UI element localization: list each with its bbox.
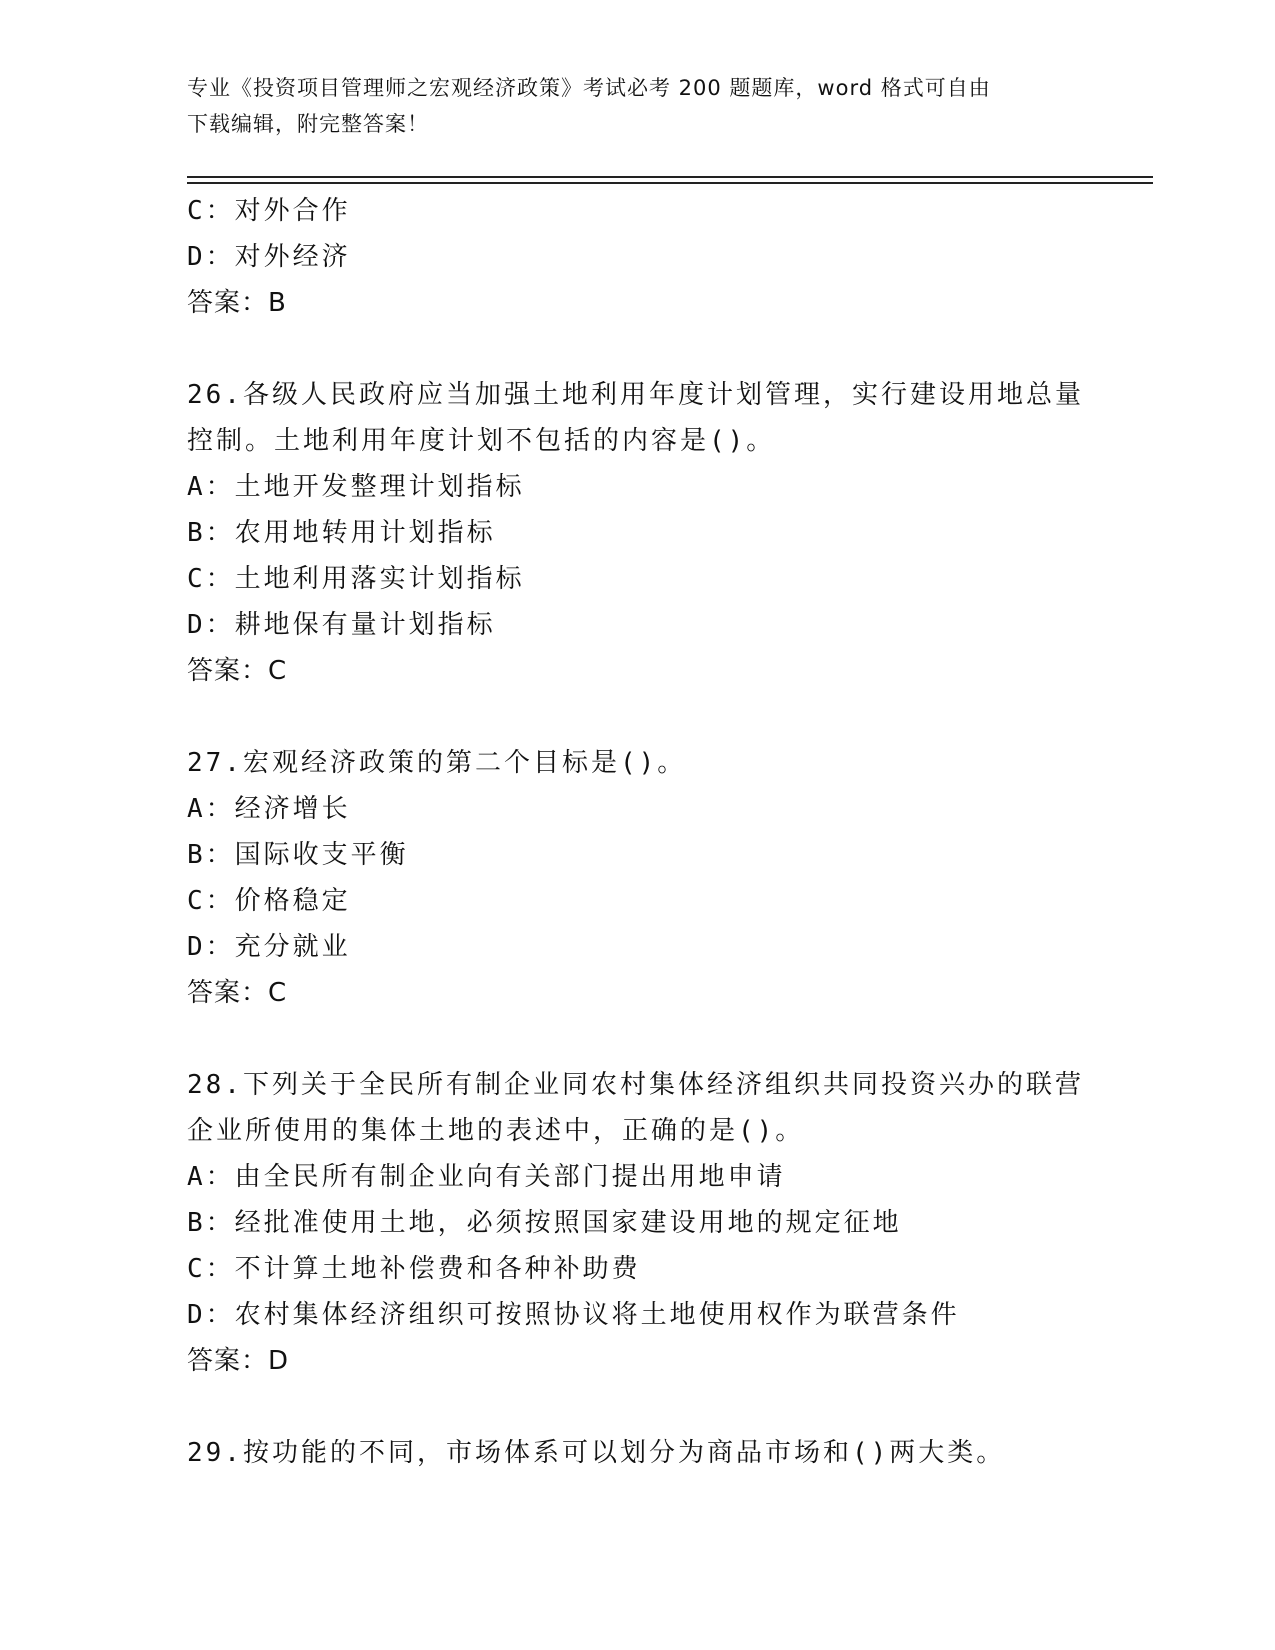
option-c: C：不计算土地补偿费和各种补助费 — [187, 1254, 641, 1284]
question-content — [187, 188, 1107, 1476]
option-d: D：农村集体经济组织可按照协议将土地使用权作为联营条件 — [187, 1300, 960, 1330]
question-27 — [187, 740, 1107, 1016]
answer-line: 答案：C — [187, 656, 288, 686]
spacer — [187, 326, 1107, 372]
answer-line: 答案：B — [187, 288, 287, 318]
option-a: A：经济增长 — [187, 794, 351, 824]
answer-line: 答案：C — [187, 978, 288, 1008]
option-d: D：充分就业 — [187, 932, 351, 962]
option-d: D：对外经济 — [187, 242, 351, 272]
option-c: C：土地利用落实计划指标 — [187, 564, 525, 594]
option-b: B：国际收支平衡 — [187, 840, 409, 870]
option-d: D：耕地保有量计划指标 — [187, 610, 496, 640]
question-28 — [187, 1062, 1107, 1384]
spacer — [187, 694, 1107, 740]
header-rule-bottom — [187, 182, 1153, 184]
question-26 — [187, 372, 1107, 694]
question-stem-line: 28.下列关于全民所有制企业同农村集体经济组织共同投资兴办的联营 — [187, 1070, 1084, 1100]
option-a: A：土地开发整理计划指标 — [187, 472, 525, 502]
option-c: C：对外合作 — [187, 196, 351, 226]
header-rule-top — [187, 176, 1153, 178]
question-stem-line: 27.宏观经济政策的第二个目标是()。 — [187, 748, 687, 778]
question-stem-line: 29.按功能的不同，市场体系可以划分为商品市场和()两大类。 — [187, 1438, 1006, 1468]
spacer — [187, 1016, 1107, 1062]
header-line-2: 下载编辑，附完整答案！ — [187, 112, 429, 136]
option-b: B：经批准使用土地，必须按照国家建设用地的规定征地 — [187, 1208, 902, 1238]
answer-line: 答案：D — [187, 1346, 290, 1376]
option-b: B：农用地转用计划指标 — [187, 518, 496, 548]
option-c: C：价格稳定 — [187, 886, 351, 916]
header-line-1: 专业《投资项目管理师之宏观经济政策》考试必考 200 题题库，word 格式可自由 — [187, 76, 991, 100]
question-stem-line: 企业所使用的集体土地的表述中，正确的是()。 — [187, 1116, 805, 1146]
question-stem-line: 控制。土地利用年度计划不包括的内容是()。 — [187, 426, 776, 456]
option-a: A：由全民所有制企业向有关部门提出用地申请 — [187, 1162, 786, 1192]
spacer — [187, 1384, 1107, 1430]
question-25-tail — [187, 188, 1107, 326]
question-29 — [187, 1430, 1107, 1476]
question-stem-line: 26.各级人民政府应当加强土地利用年度计划管理，实行建设用地总量 — [187, 380, 1084, 410]
document-header — [187, 70, 1087, 142]
